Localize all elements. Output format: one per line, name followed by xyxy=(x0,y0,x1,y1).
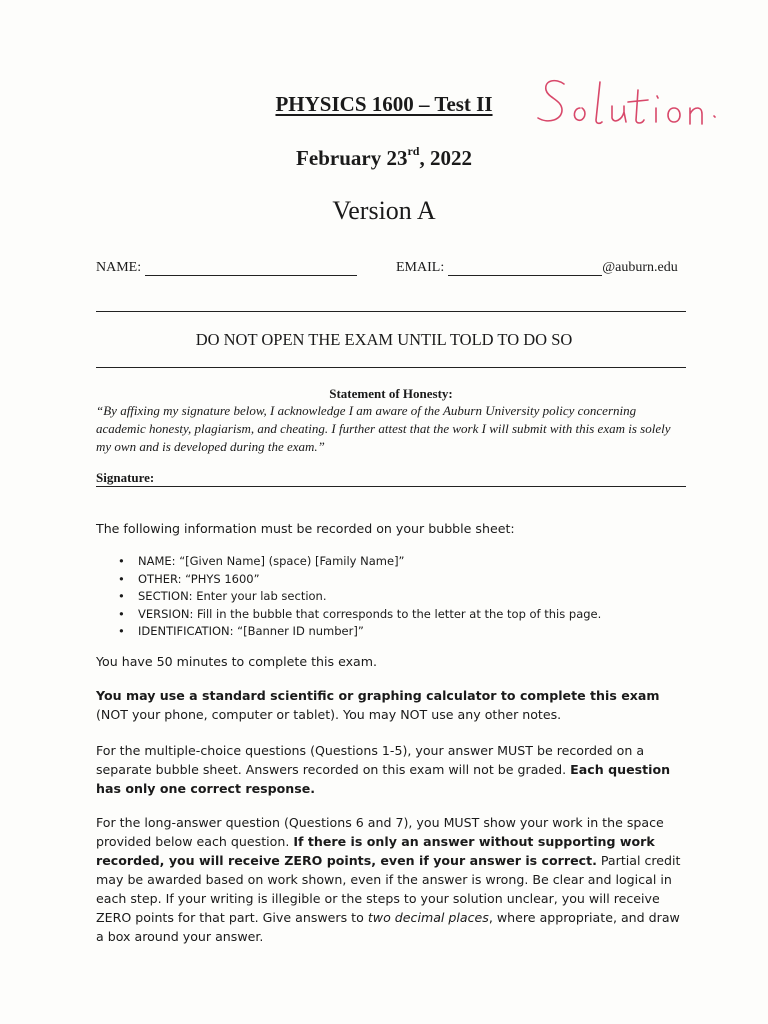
honesty-title: Statement of Honesty: xyxy=(329,386,453,401)
exam-notice: DO NOT OPEN THE EXAM UNTIL TOLD TO DO SO xyxy=(195,330,573,349)
calculator-policy xyxy=(96,686,688,724)
multiple-choice-instructions xyxy=(96,741,688,798)
time-limit: You have 50 minutes to complete this exam. xyxy=(96,654,378,669)
list-item: • SECTION: Enter your lab section. xyxy=(118,588,601,606)
la-text-1: For the long-answer question (Questions 6 and 7), you MUST show your work in the space provided below each question. xyxy=(96,815,664,849)
exam-date: February 23rd, 2022 xyxy=(296,144,472,170)
exam-version: Version A xyxy=(332,196,436,225)
email-field xyxy=(396,260,678,276)
bubble-intro: The following information must be recorded on your bubble sheet: xyxy=(96,521,515,536)
la-bold: If there is only an answer without supporting work recorded, you will receive ZERO points, even if your answer is correct. xyxy=(96,834,655,868)
exam-title: PHYSICS 1600 – Test II xyxy=(275,92,493,116)
la-text-3: , where appropriate, and draw a box around your answer. xyxy=(96,910,680,944)
signature-line[interactable] xyxy=(96,486,686,487)
calculator-policy-bold: You may use a standard scientific or graphing calculator to complete this exam xyxy=(96,688,660,703)
name-blank-line[interactable] xyxy=(145,261,357,276)
bubble-list xyxy=(118,553,601,641)
name-label: NAME: xyxy=(96,260,142,275)
honesty-statement: “By affixing my signature below, I acknowledge I am aware of the Auburn University policy concerning academic honesty, plagiarism, and cheating. I further attest that the work I will submit with this exam is solely my own and is developed during the exam.” xyxy=(96,403,671,454)
handwritten-solution-note xyxy=(520,70,720,132)
la-italic: two decimal places xyxy=(367,910,489,925)
la-text-2: Partial credit may be awarded based on work shown, even if the answer is wrong. Be clear and logical in each step. If your writing is illegible or the steps to your solution unclear, you will receive ZERO points for that part. Give answers to xyxy=(96,853,681,925)
mc-bold: Each question has only one correct response. xyxy=(96,762,671,796)
divider-bottom xyxy=(96,367,686,368)
signature-label: Signature: xyxy=(96,470,155,485)
calculator-policy-rest: (NOT your phone, computer or tablet). You may NOT use any other notes. xyxy=(96,707,562,722)
email-blank-line[interactable] xyxy=(448,261,602,276)
divider-top xyxy=(96,311,686,312)
name-field xyxy=(96,260,357,276)
email-domain: @auburn.edu xyxy=(602,260,678,275)
mc-text: For the multiple-choice questions (Questions 1-5), your answer MUST be recorded on a separate bubble sheet. Answers recorded on this exam will not be graded. xyxy=(96,743,645,777)
list-item: • OTHER: “PHYS 1600” xyxy=(118,571,601,589)
list-item: • VERSION: Fill in the bubble that corresponds to the letter at the top of this page. xyxy=(118,606,601,624)
long-answer-instructions xyxy=(96,813,688,946)
list-item: • NAME: “[Given Name] (space) [Family Name]” xyxy=(118,553,601,571)
list-item: • IDENTIFICATION: “[Banner ID number]” xyxy=(118,623,601,641)
email-label: EMAIL: xyxy=(396,260,445,275)
